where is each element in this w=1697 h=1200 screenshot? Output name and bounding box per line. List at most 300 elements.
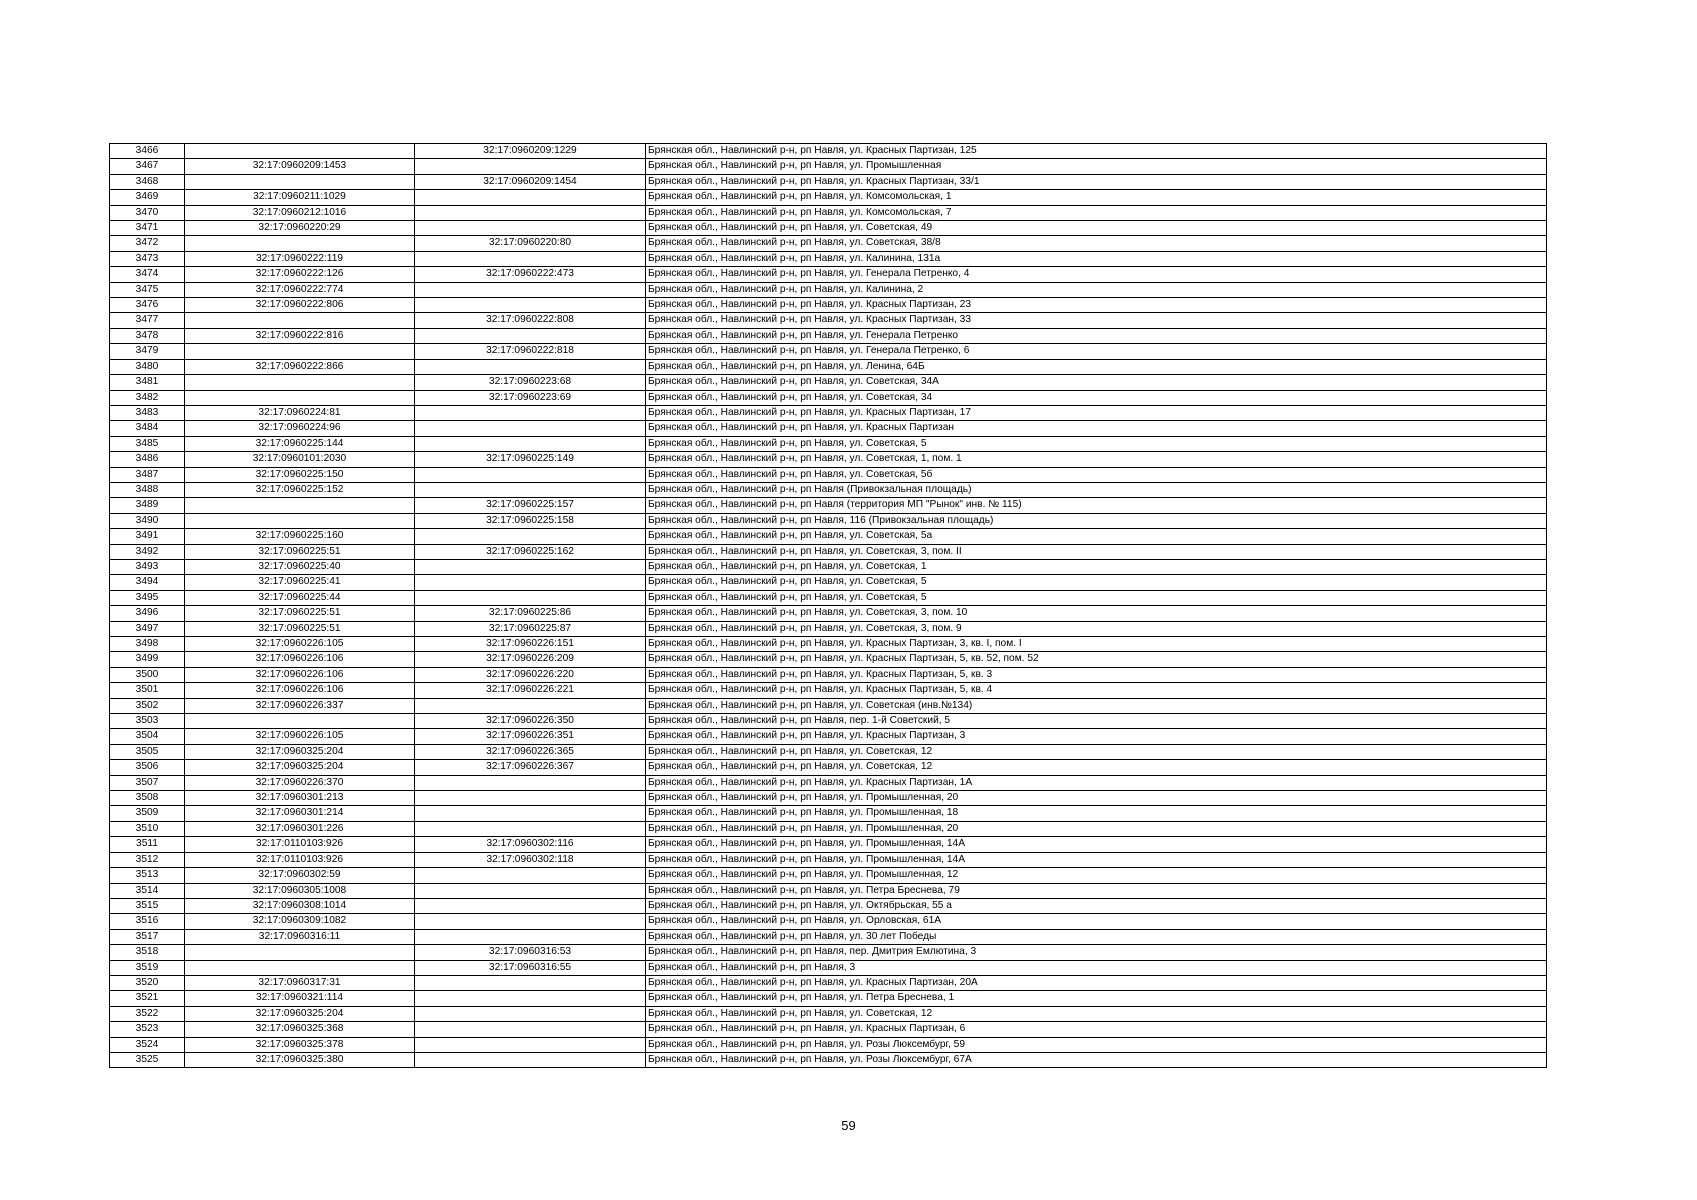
row-number-cell: 3482 — [110, 390, 185, 405]
address-cell: Брянская обл., Навлинский р-н, рп Навля, ул. Советская, 12 — [646, 744, 1547, 759]
cadastral-number-cell: 32:17:0960305:1008 — [185, 883, 415, 898]
cadastral-number-cell: 32:17:0960222:126 — [185, 267, 415, 282]
cadastral-number-cell — [185, 236, 415, 251]
object-cadastral-number-cell: 32:17:0960226:351 — [415, 729, 646, 744]
object-cadastral-number-cell — [415, 898, 646, 913]
table-row — [110, 898, 1547, 913]
row-number-cell: 3508 — [110, 791, 185, 806]
cadastral-number-cell: 32:17:0960211:1029 — [185, 190, 415, 205]
table-row — [110, 174, 1547, 189]
table-row — [110, 144, 1547, 159]
registry-table-body — [110, 144, 1547, 1068]
address-cell: Брянская обл., Навлинский р-н, рп Навля, ул. Советская, 34А — [646, 375, 1547, 390]
object-cadastral-number-cell — [415, 251, 646, 266]
table-row — [110, 945, 1547, 960]
row-number-cell: 3503 — [110, 714, 185, 729]
table-row — [110, 637, 1547, 652]
row-number-cell: 3488 — [110, 482, 185, 497]
table-row — [110, 590, 1547, 605]
cadastral-number-cell: 32:17:0960325:368 — [185, 1022, 415, 1037]
address-cell: Брянская обл., Навлинский р-н, рп Навля, ул. Красных Партизан — [646, 421, 1547, 436]
object-cadastral-number-cell: 32:17:0960225:162 — [415, 544, 646, 559]
table-row — [110, 975, 1547, 990]
address-cell: Брянская обл., Навлинский р-н, рп Навля, ул. Генерала Петренко — [646, 328, 1547, 343]
table-row — [110, 1052, 1547, 1067]
table-row — [110, 606, 1547, 621]
cadastral-number-cell: 32:17:0960317:31 — [185, 975, 415, 990]
table-row — [110, 667, 1547, 682]
table-row — [110, 236, 1547, 251]
row-number-cell: 3466 — [110, 144, 185, 159]
address-cell: Брянская обл., Навлинский р-н, рп Навля, ул. Промышленная, 18 — [646, 806, 1547, 821]
row-number-cell: 3475 — [110, 282, 185, 297]
row-number-cell: 3511 — [110, 837, 185, 852]
object-cadastral-number-cell: 32:17:0960226:367 — [415, 760, 646, 775]
object-cadastral-number-cell: 32:17:0960225:157 — [415, 498, 646, 513]
table-row — [110, 775, 1547, 790]
object-cadastral-number-cell — [415, 1037, 646, 1052]
address-cell: Брянская обл., Навлинский р-н, рп Навля, ул. Советская, 5 — [646, 575, 1547, 590]
object-cadastral-number-cell: 32:17:0960223:69 — [415, 390, 646, 405]
table-row — [110, 390, 1547, 405]
row-number-cell: 3522 — [110, 1006, 185, 1021]
object-cadastral-number-cell — [415, 929, 646, 944]
object-cadastral-number-cell: 32:17:0960223:68 — [415, 375, 646, 390]
row-number-cell: 3492 — [110, 544, 185, 559]
row-number-cell: 3487 — [110, 467, 185, 482]
object-cadastral-number-cell — [415, 421, 646, 436]
row-number-cell: 3501 — [110, 683, 185, 698]
object-cadastral-number-cell: 32:17:0960225:87 — [415, 621, 646, 636]
address-cell: Брянская обл., Навлинский р-н, рп Навля, пер. 1-й Советский, 5 — [646, 714, 1547, 729]
object-cadastral-number-cell — [415, 282, 646, 297]
cadastral-number-cell — [185, 498, 415, 513]
object-cadastral-number-cell — [415, 328, 646, 343]
object-cadastral-number-cell: 32:17:0960222:808 — [415, 313, 646, 328]
address-cell: Брянская обл., Навлинский р-н, рп Навля, ул. Промышленная, 14А — [646, 837, 1547, 852]
table-row — [110, 513, 1547, 528]
object-cadastral-number-cell — [415, 791, 646, 806]
cadastral-number-cell: 32:17:0960225:41 — [185, 575, 415, 590]
row-number-cell: 3474 — [110, 267, 185, 282]
table-row — [110, 267, 1547, 282]
table-row — [110, 1006, 1547, 1021]
object-cadastral-number-cell: 32:17:0960225:149 — [415, 452, 646, 467]
table-row — [110, 1037, 1547, 1052]
table-row — [110, 436, 1547, 451]
cadastral-number-cell: 32:17:0960226:337 — [185, 698, 415, 713]
row-number-cell: 3521 — [110, 991, 185, 1006]
cadastral-number-cell: 32:17:0110103:926 — [185, 852, 415, 867]
table-row — [110, 251, 1547, 266]
table-row — [110, 282, 1547, 297]
row-number-cell: 3470 — [110, 205, 185, 220]
row-number-cell: 3519 — [110, 960, 185, 975]
table-row — [110, 559, 1547, 574]
cadastral-number-cell: 32:17:0960222:816 — [185, 328, 415, 343]
object-cadastral-number-cell — [415, 698, 646, 713]
cadastral-number-cell: 32:17:0960225:51 — [185, 606, 415, 621]
address-cell: Брянская обл., Навлинский р-н, рп Навля, ул. Красных Партизан, 5, кв. 52, пом. 52 — [646, 652, 1547, 667]
address-cell: Брянская обл., Навлинский р-н, рп Навля, пер. Дмитрия Емлютина, 3 — [646, 945, 1547, 960]
address-cell: Брянская обл., Навлинский р-н, рп Навля (территория МП "Рынок" инв. № 115) — [646, 498, 1547, 513]
address-cell: Брянская обл., Навлинский р-н, рп Навля, ул. Промышленная, 12 — [646, 868, 1547, 883]
address-cell: Брянская обл., Навлинский р-н, рп Навля, ул. Советская, 34 — [646, 390, 1547, 405]
cadastral-number-cell — [185, 960, 415, 975]
address-cell: Брянская обл., Навлинский р-н, рп Навля, ул. 30 лет Победы — [646, 929, 1547, 944]
cadastral-number-cell: 32:17:0960325:380 — [185, 1052, 415, 1067]
object-cadastral-number-cell — [415, 559, 646, 574]
address-cell: Брянская обл., Навлинский р-н, рп Навля, ул. Красных Партизан, 23 — [646, 298, 1547, 313]
cadastral-number-cell: 32:17:0960325:204 — [185, 1006, 415, 1021]
row-number-cell: 3497 — [110, 621, 185, 636]
address-cell: Брянская обл., Навлинский р-н, рп Навля, ул. Красных Партизан, 125 — [646, 144, 1547, 159]
table-row — [110, 467, 1547, 482]
row-number-cell: 3468 — [110, 174, 185, 189]
cadastral-number-cell — [185, 513, 415, 528]
address-cell: Брянская обл., Навлинский р-н, рп Навля, ул. Красных Партизан, 3 — [646, 729, 1547, 744]
row-number-cell: 3512 — [110, 852, 185, 867]
cadastral-number-cell: 32:17:0960224:96 — [185, 421, 415, 436]
row-number-cell: 3515 — [110, 898, 185, 913]
cadastral-number-cell — [185, 375, 415, 390]
object-cadastral-number-cell — [415, 359, 646, 374]
table-row — [110, 991, 1547, 1006]
cadastral-number-cell: 32:17:0960316:11 — [185, 929, 415, 944]
cadastral-number-cell: 32:17:0960225:144 — [185, 436, 415, 451]
row-number-cell: 3500 — [110, 667, 185, 682]
table-row — [110, 544, 1547, 559]
table-row — [110, 806, 1547, 821]
address-cell: Брянская обл., Навлинский р-н, рп Навля, 116 (Привокзальная площадь) — [646, 513, 1547, 528]
table-row — [110, 190, 1547, 205]
object-cadastral-number-cell — [415, 868, 646, 883]
address-cell: Брянская обл., Навлинский р-н, рп Навля, ул. Петра Бреснева, 79 — [646, 883, 1547, 898]
object-cadastral-number-cell — [415, 436, 646, 451]
row-number-cell: 3514 — [110, 883, 185, 898]
cadastral-number-cell: 32:17:0960225:152 — [185, 482, 415, 497]
address-cell: Брянская обл., Навлинский р-н, рп Навля, ул. Ленина, 64Б — [646, 359, 1547, 374]
table-row — [110, 359, 1547, 374]
page-number: 59 — [841, 1118, 856, 1133]
cadastral-number-cell — [185, 344, 415, 359]
cadastral-number-cell — [185, 390, 415, 405]
cadastral-number-cell: 32:17:0960225:160 — [185, 529, 415, 544]
object-cadastral-number-cell — [415, 482, 646, 497]
cadastral-number-cell: 32:17:0960225:44 — [185, 590, 415, 605]
cadastral-number-cell: 32:17:0960225:150 — [185, 467, 415, 482]
address-cell: Брянская обл., Навлинский р-н, рп Навля, ул. Комсомольская, 1 — [646, 190, 1547, 205]
cadastral-number-cell: 32:17:0960222:866 — [185, 359, 415, 374]
table-row — [110, 1022, 1547, 1037]
row-number-cell: 3478 — [110, 328, 185, 343]
cadastral-number-cell: 32:17:0960226:105 — [185, 729, 415, 744]
row-number-cell: 3486 — [110, 452, 185, 467]
row-number-cell: 3471 — [110, 221, 185, 236]
row-number-cell: 3467 — [110, 159, 185, 174]
table-row — [110, 714, 1547, 729]
row-number-cell: 3485 — [110, 436, 185, 451]
object-cadastral-number-cell — [415, 991, 646, 1006]
address-cell: Брянская обл., Навлинский р-н, рп Навля, ул. Комсомольская, 7 — [646, 205, 1547, 220]
object-cadastral-number-cell — [415, 298, 646, 313]
address-cell: Брянская обл., Навлинский р-н, рп Навля, ул. Красных Партизан, 5, кв. 4 — [646, 683, 1547, 698]
cadastral-number-cell: 32:17:0960321:114 — [185, 991, 415, 1006]
object-cadastral-number-cell: 32:17:0960225:158 — [415, 513, 646, 528]
cadastral-number-cell: 32:17:0960302:59 — [185, 868, 415, 883]
object-cadastral-number-cell — [415, 883, 646, 898]
row-number-cell: 3506 — [110, 760, 185, 775]
table-row — [110, 791, 1547, 806]
cadastral-number-cell — [185, 313, 415, 328]
address-cell: Брянская обл., Навлинский р-н, рп Навля, ул. Советская, 5 — [646, 590, 1547, 605]
address-cell: Брянская обл., Навлинский р-н, рп Навля, ул. Советская, 12 — [646, 1006, 1547, 1021]
row-number-cell: 3480 — [110, 359, 185, 374]
address-cell: Брянская обл., Навлинский р-н, рп Навля, ул. Советская, 5 — [646, 436, 1547, 451]
cadastral-number-cell: 32:17:0960325:378 — [185, 1037, 415, 1052]
row-number-cell: 3495 — [110, 590, 185, 605]
address-cell: Брянская обл., Навлинский р-н, рп Навля, ул. Октябрьская, 55 а — [646, 898, 1547, 913]
row-number-cell: 3473 — [110, 251, 185, 266]
row-number-cell: 3502 — [110, 698, 185, 713]
row-number-cell: 3510 — [110, 821, 185, 836]
address-cell: Брянская обл., Навлинский р-н, рп Навля, ул. Советская, 1 — [646, 559, 1547, 574]
cadastral-number-cell: 32:17:0960325:204 — [185, 760, 415, 775]
table-row — [110, 328, 1547, 343]
row-number-cell: 3499 — [110, 652, 185, 667]
object-cadastral-number-cell: 32:17:0960209:1454 — [415, 174, 646, 189]
object-cadastral-number-cell: 32:17:0960302:116 — [415, 837, 646, 852]
cadastral-number-cell: 32:17:0960220:29 — [185, 221, 415, 236]
table-row — [110, 405, 1547, 420]
address-cell: Брянская обл., Навлинский р-н, рп Навля, ул. Красных Партизан, 1А — [646, 775, 1547, 790]
address-cell: Брянская обл., Навлинский р-н, рп Навля (Привокзальная площадь) — [646, 482, 1547, 497]
row-number-cell: 3494 — [110, 575, 185, 590]
row-number-cell: 3483 — [110, 405, 185, 420]
cadastral-number-cell: 32:17:0960226:370 — [185, 775, 415, 790]
cadastral-number-cell: 32:17:0960222:119 — [185, 251, 415, 266]
address-cell: Брянская обл., Навлинский р-н, рп Навля, ул. Генерала Петренко, 4 — [646, 267, 1547, 282]
table-row — [110, 159, 1547, 174]
table-row — [110, 698, 1547, 713]
table-row — [110, 344, 1547, 359]
address-cell: Брянская обл., Навлинский р-н, рп Навля, ул. Красных Партизан, 33/1 — [646, 174, 1547, 189]
address-cell: Брянская обл., Навлинский р-н, рп Навля, ул. Красных Партизан, 33 — [646, 313, 1547, 328]
table-row — [110, 837, 1547, 852]
cadastral-number-cell: 32:17:0960226:106 — [185, 667, 415, 682]
table-row — [110, 821, 1547, 836]
object-cadastral-number-cell: 32:17:0960316:53 — [415, 945, 646, 960]
row-number-cell: 3476 — [110, 298, 185, 313]
object-cadastral-number-cell — [415, 1022, 646, 1037]
table-row — [110, 298, 1547, 313]
address-cell: Брянская обл., Навлинский р-н, рп Навля, 3 — [646, 960, 1547, 975]
address-cell: Брянская обл., Навлинский р-н, рп Навля, ул. Промышленная, 14А — [646, 852, 1547, 867]
table-row — [110, 852, 1547, 867]
address-cell: Брянская обл., Навлинский р-н, рп Навля, ул. Розы Люксембург, 59 — [646, 1037, 1547, 1052]
row-number-cell: 3493 — [110, 559, 185, 574]
object-cadastral-number-cell — [415, 914, 646, 929]
object-cadastral-number-cell: 32:17:0960226:350 — [415, 714, 646, 729]
table-row — [110, 652, 1547, 667]
object-cadastral-number-cell: 32:17:0960316:55 — [415, 960, 646, 975]
object-cadastral-number-cell — [415, 1006, 646, 1021]
object-cadastral-number-cell — [415, 190, 646, 205]
table-row — [110, 452, 1547, 467]
address-cell: Брянская обл., Навлинский р-н, рп Навля, ул. Красных Партизан, 20А — [646, 975, 1547, 990]
row-number-cell: 3490 — [110, 513, 185, 528]
cadastral-number-cell: 32:17:0960212:1016 — [185, 205, 415, 220]
object-cadastral-number-cell — [415, 575, 646, 590]
table-row — [110, 421, 1547, 436]
registry-table — [109, 143, 1547, 1068]
address-cell: Брянская обл., Навлинский р-н, рп Навля, ул. Советская (инв.№134) — [646, 698, 1547, 713]
address-cell: Брянская обл., Навлинский р-н, рп Навля, ул. Калинина, 131а — [646, 251, 1547, 266]
row-number-cell: 3505 — [110, 744, 185, 759]
object-cadastral-number-cell: 32:17:0960222:473 — [415, 267, 646, 282]
row-number-cell: 3518 — [110, 945, 185, 960]
table-row — [110, 313, 1547, 328]
cadastral-number-cell — [185, 714, 415, 729]
table-row — [110, 575, 1547, 590]
table-row — [110, 529, 1547, 544]
table-row — [110, 205, 1547, 220]
cadastral-number-cell: 32:17:0960225:40 — [185, 559, 415, 574]
object-cadastral-number-cell — [415, 221, 646, 236]
object-cadastral-number-cell — [415, 975, 646, 990]
address-cell: Брянская обл., Навлинский р-н, рп Навля, ул. Петра Бреснева, 1 — [646, 991, 1547, 1006]
object-cadastral-number-cell: 32:17:0960226:221 — [415, 683, 646, 698]
object-cadastral-number-cell: 32:17:0960226:151 — [415, 637, 646, 652]
object-cadastral-number-cell: 32:17:0960226:220 — [415, 667, 646, 682]
address-cell: Брянская обл., Навлинский р-н, рп Навля, ул. Красных Партизан, 17 — [646, 405, 1547, 420]
address-cell: Брянская обл., Навлинский р-н, рп Навля, ул. Советская, 5б — [646, 467, 1547, 482]
cadastral-number-cell: 32:17:0960225:51 — [185, 621, 415, 636]
table-row — [110, 760, 1547, 775]
cadastral-number-cell: 32:17:0960224:81 — [185, 405, 415, 420]
address-cell: Брянская обл., Навлинский р-н, рп Навля, ул. Калинина, 2 — [646, 282, 1547, 297]
cadastral-number-cell: 32:17:0960301:213 — [185, 791, 415, 806]
row-number-cell: 3477 — [110, 313, 185, 328]
address-cell: Брянская обл., Навлинский р-н, рп Навля, ул. Генерала Петренко, 6 — [646, 344, 1547, 359]
table-row — [110, 621, 1547, 636]
table-row — [110, 883, 1547, 898]
row-number-cell: 3498 — [110, 637, 185, 652]
object-cadastral-number-cell: 32:17:0960226:365 — [415, 744, 646, 759]
row-number-cell: 3524 — [110, 1037, 185, 1052]
address-cell: Брянская обл., Навлинский р-н, рп Навля, ул. Красных Партизан, 5, кв. 3 — [646, 667, 1547, 682]
cadastral-number-cell: 32:17:0960222:806 — [185, 298, 415, 313]
address-cell: Брянская обл., Навлинский р-н, рп Навля, ул. Орловская, 61А — [646, 914, 1547, 929]
cadastral-number-cell: 32:17:0960325:204 — [185, 744, 415, 759]
row-number-cell: 3520 — [110, 975, 185, 990]
cadastral-number-cell — [185, 174, 415, 189]
object-cadastral-number-cell: 32:17:0960302:118 — [415, 852, 646, 867]
object-cadastral-number-cell: 32:17:0960209:1229 — [415, 144, 646, 159]
cadastral-number-cell: 32:17:0110103:926 — [185, 837, 415, 852]
row-number-cell: 3517 — [110, 929, 185, 944]
address-cell: Брянская обл., Навлинский р-н, рп Навля, ул. Советская, 5а — [646, 529, 1547, 544]
cadastral-number-cell — [185, 945, 415, 960]
row-number-cell: 3516 — [110, 914, 185, 929]
object-cadastral-number-cell: 32:17:0960222:818 — [415, 344, 646, 359]
table-row — [110, 868, 1547, 883]
address-cell: Брянская обл., Навлинский р-н, рп Навля, ул. Розы Люксембург, 67А — [646, 1052, 1547, 1067]
address-cell: Брянская обл., Навлинский р-н, рп Навля, ул. Советская, 3, пом. 9 — [646, 621, 1547, 636]
table-row — [110, 482, 1547, 497]
object-cadastral-number-cell — [415, 821, 646, 836]
cadastral-number-cell: 32:17:0960101:2030 — [185, 452, 415, 467]
cadastral-number-cell: 32:17:0960226:106 — [185, 683, 415, 698]
address-cell: Брянская обл., Навлинский р-н, рп Навля, ул. Советская, 1, пом. 1 — [646, 452, 1547, 467]
object-cadastral-number-cell — [415, 159, 646, 174]
address-cell: Брянская обл., Навлинский р-н, рп Навля, ул. Советская, 38/8 — [646, 236, 1547, 251]
table-row — [110, 914, 1547, 929]
address-cell: Брянская обл., Навлинский р-н, рп Навля, ул. Красных Партизан, 6 — [646, 1022, 1547, 1037]
object-cadastral-number-cell — [415, 775, 646, 790]
cadastral-number-cell: 32:17:0960301:214 — [185, 806, 415, 821]
address-cell: Брянская обл., Навлинский р-н, рп Навля, ул. Промышленная, 20 — [646, 791, 1547, 806]
table-row — [110, 375, 1547, 390]
row-number-cell: 3525 — [110, 1052, 185, 1067]
object-cadastral-number-cell — [415, 1052, 646, 1067]
row-number-cell: 3496 — [110, 606, 185, 621]
row-number-cell: 3484 — [110, 421, 185, 436]
cadastral-number-cell: 32:17:0960222:774 — [185, 282, 415, 297]
row-number-cell: 3504 — [110, 729, 185, 744]
cadastral-number-cell — [185, 144, 415, 159]
row-number-cell: 3489 — [110, 498, 185, 513]
object-cadastral-number-cell: 32:17:0960225:86 — [415, 606, 646, 621]
object-cadastral-number-cell — [415, 806, 646, 821]
row-number-cell: 3509 — [110, 806, 185, 821]
address-cell: Брянская обл., Навлинский р-н, рп Навля, ул. Советская, 12 — [646, 760, 1547, 775]
cadastral-number-cell: 32:17:0960301:226 — [185, 821, 415, 836]
table-row — [110, 744, 1547, 759]
row-number-cell: 3472 — [110, 236, 185, 251]
object-cadastral-number-cell: 32:17:0960226:209 — [415, 652, 646, 667]
table-row — [110, 729, 1547, 744]
row-number-cell: 3513 — [110, 868, 185, 883]
row-number-cell: 3481 — [110, 375, 185, 390]
row-number-cell: 3523 — [110, 1022, 185, 1037]
address-cell: Брянская обл., Навлинский р-н, рп Навля, ул. Советская, 3, пом. 10 — [646, 606, 1547, 621]
object-cadastral-number-cell — [415, 467, 646, 482]
address-cell: Брянская обл., Навлинский р-н, рп Навля, ул. Промышленная, 20 — [646, 821, 1547, 836]
address-cell: Брянская обл., Навлинский р-н, рп Навля, ул. Красных Партизан, 3, кв. I, пом. I — [646, 637, 1547, 652]
address-cell: Брянская обл., Навлинский р-н, рп Навля, ул. Советская, 49 — [646, 221, 1547, 236]
cadastral-number-cell: 32:17:0960225:51 — [185, 544, 415, 559]
cadastral-number-cell: 32:17:0960226:106 — [185, 652, 415, 667]
table-row — [110, 929, 1547, 944]
cadastral-number-cell: 32:17:0960226:105 — [185, 637, 415, 652]
object-cadastral-number-cell — [415, 205, 646, 220]
object-cadastral-number-cell — [415, 405, 646, 420]
table-row — [110, 498, 1547, 513]
row-number-cell: 3507 — [110, 775, 185, 790]
cadastral-number-cell: 32:17:0960308:1014 — [185, 898, 415, 913]
row-number-cell: 3479 — [110, 344, 185, 359]
cadastral-number-cell: 32:17:0960209:1453 — [185, 159, 415, 174]
address-cell: Брянская обл., Навлинский р-н, рп Навля, ул. Советская, 3, пом. II — [646, 544, 1547, 559]
object-cadastral-number-cell: 32:17:0960220:80 — [415, 236, 646, 251]
address-cell: Брянская обл., Навлинский р-н, рп Навля, ул. Промышленная — [646, 159, 1547, 174]
object-cadastral-number-cell — [415, 529, 646, 544]
row-number-cell: 3491 — [110, 529, 185, 544]
row-number-cell: 3469 — [110, 190, 185, 205]
table-row — [110, 221, 1547, 236]
table-row — [110, 683, 1547, 698]
